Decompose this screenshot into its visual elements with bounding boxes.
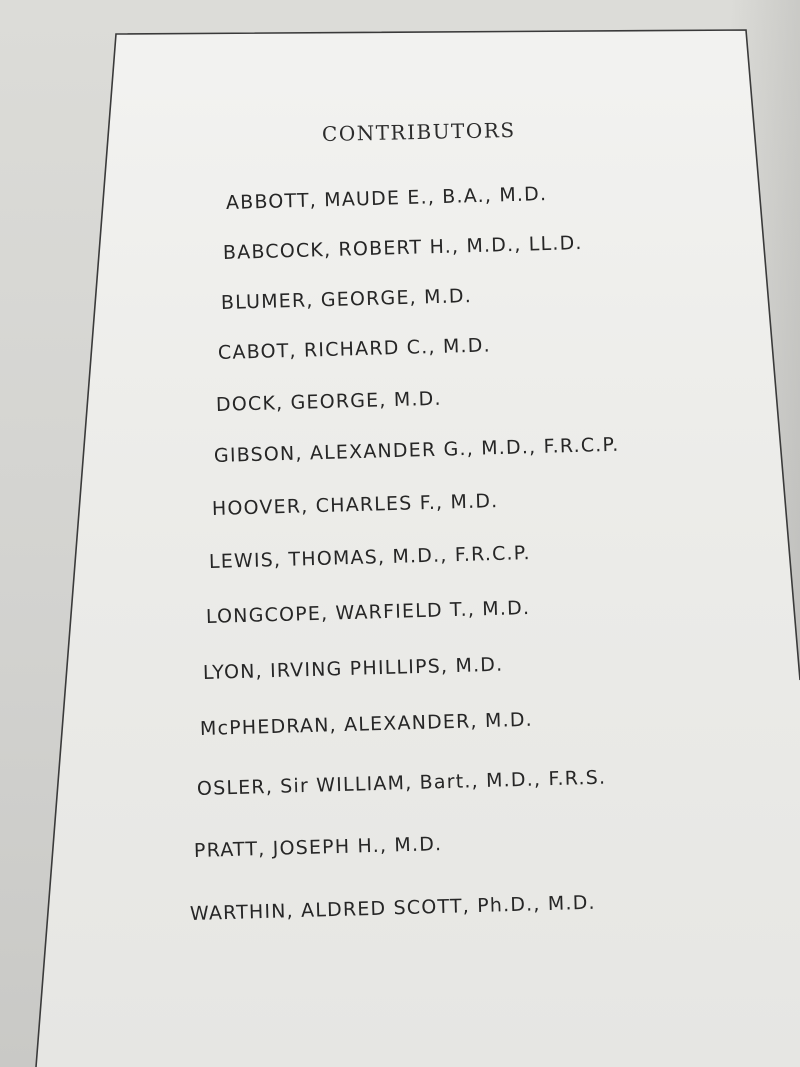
contributor-mcphedran: McPHEDRAN, ALEXANDER, M.D. [199,708,534,740]
page-heading: CONTRIBUTORS [321,117,516,146]
contributor-warthin: WARTHIN, ALDRED SCOTT, Ph.D., M.D. [189,891,597,925]
contributor-longcope: LONGCOPE, WARFIELD T., M.D. [205,596,531,628]
contributor-osler: OSLER, Sir WILLIAM, Bart., M.D., F.R.S. [196,766,607,800]
contributor-babcock: BABCOCK, ROBERT H., M.D., LL.D. [222,231,583,264]
contributor-blumer: BLUMER, GEORGE, M.D. [220,284,473,314]
contributor-dock: DOCK, GEORGE, M.D. [215,387,443,416]
contributor-abbott: ABBOTT, MAUDE E., B.A., M.D. [225,183,548,214]
contributor-pratt: PRATT, JOSEPH H., M.D. [193,833,443,862]
contributor-gibson: GIBSON, ALEXANDER G., M.D., F.R.C.P. [213,433,620,467]
contributor-lyon: LYON, IRVING PHILLIPS, M.D. [202,653,504,684]
contributor-lewis: LEWIS, THOMAS, M.D., F.R.C.P. [208,542,531,573]
contributor-hoover: HOOVER, CHARLES F., M.D. [211,490,499,520]
contributor-cabot: CABOT, RICHARD C., M.D. [217,334,492,364]
